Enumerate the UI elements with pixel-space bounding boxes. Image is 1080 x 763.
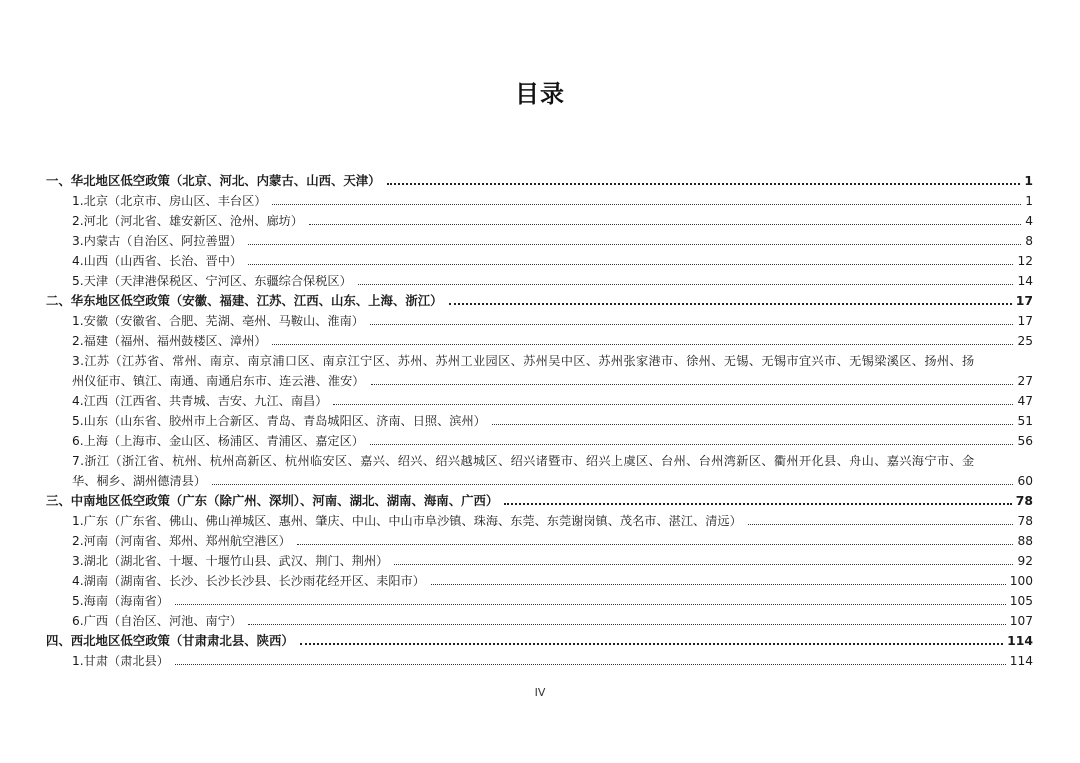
- toc-entry-label: 2.河南（河南省、郑州、郑州航空港区）: [72, 534, 291, 548]
- dot-leader: [431, 584, 1006, 585]
- toc-page-number: 25: [1017, 334, 1033, 348]
- toc-entry-label: 1.甘肃（肃北县）: [72, 654, 169, 668]
- toc-page-number: 1: [1025, 194, 1033, 208]
- toc-entry-label: 四、西北地区低空政策（甘肃肃北县、陕西）: [46, 633, 294, 648]
- toc-entry[interactable]: [46, 311, 1033, 331]
- toc-entry-label: 一、华北地区低空政策（北京、河北、内蒙古、山西、天津）: [46, 173, 381, 188]
- toc-entry-label: 3.湖北（湖北省、十堰、十堰竹山县、武汉、荆门、荆州）: [72, 554, 389, 568]
- page-number: IV: [534, 686, 546, 699]
- dot-leader: [371, 384, 1014, 385]
- toc-entry[interactable]: [46, 531, 1033, 551]
- toc-page-number: 78: [1015, 493, 1033, 508]
- toc-page-number: 107: [1009, 614, 1033, 628]
- toc-entry[interactable]: [46, 611, 1033, 631]
- toc-entry[interactable]: [46, 251, 1033, 271]
- dot-leader: [370, 324, 1014, 325]
- dot-leader: [492, 424, 1014, 425]
- toc-page-number: 8: [1025, 234, 1033, 248]
- toc-page-number: 4: [1025, 214, 1033, 228]
- dot-leader: [504, 503, 1011, 505]
- dot-leader: [248, 624, 1006, 625]
- dot-leader: [297, 544, 1014, 545]
- toc-page-number: 92: [1017, 554, 1033, 568]
- toc-section-entry[interactable]: [46, 631, 1033, 651]
- toc-page-number: 27: [1017, 374, 1033, 388]
- page-title: 目录: [515, 80, 565, 108]
- toc-page-number: 17: [1015, 293, 1033, 308]
- toc-entry-label: 1.安徽（安徽省、合肥、芜湖、亳州、马鞍山、淮南）: [72, 314, 364, 328]
- toc-section-entry[interactable]: [46, 171, 1033, 191]
- toc-entry[interactable]: [46, 271, 1033, 291]
- toc-page-number: 1: [1024, 173, 1033, 188]
- toc-page-number: 51: [1017, 414, 1033, 428]
- dot-leader: [358, 284, 1014, 285]
- toc-entry[interactable]: [46, 431, 1033, 451]
- toc-entry-label: 3.内蒙古（自治区、阿拉善盟）: [72, 234, 243, 248]
- dot-leader: [212, 484, 1013, 485]
- table-of-contents: [46, 171, 1033, 671]
- toc-entry[interactable]: [46, 211, 1033, 231]
- toc-page-number: 12: [1017, 254, 1033, 268]
- dot-leader: [748, 524, 1014, 525]
- toc-page-number: 60: [1017, 474, 1033, 488]
- toc-entry-label: 州仪征市、镇江、南通、南通启东市、连云港、淮安）: [72, 374, 365, 388]
- toc-entry-label: 华、桐乡、湖州德清县）: [72, 474, 207, 488]
- toc-entry[interactable]: [46, 511, 1033, 531]
- dot-leader: [300, 643, 1003, 645]
- toc-entry-label: 5.天津（天津港保税区、宁河区、东疆综合保税区）: [72, 274, 352, 288]
- toc-entry-label: 5.海南（海南省）: [72, 594, 169, 608]
- toc-entry[interactable]: [46, 411, 1033, 431]
- toc-entry-first-line[interactable]: 7.浙江（浙江省、杭州、杭州高新区、杭州临安区、嘉兴、绍兴、绍兴越城区、绍兴诸暨市、绍兴上虞区、台州、台州湾新区、衢州开化县、舟山、嘉兴海宁市、金: [72, 454, 975, 468]
- toc-entry[interactable]: [46, 651, 1033, 671]
- toc-page-number: 47: [1017, 394, 1033, 408]
- dot-leader: [309, 224, 1021, 225]
- toc-page-number: 17: [1017, 314, 1033, 328]
- dot-leader: [272, 344, 1013, 345]
- dot-leader: [175, 604, 1006, 605]
- dot-leader: [333, 404, 1013, 405]
- toc-entry-label: 4.江西（江西省、共青城、吉安、九江、南昌）: [72, 394, 328, 408]
- dot-leader: [370, 444, 1014, 445]
- toc-entry-label: 2.河北（河北省、雄安新区、沧州、廊坊）: [72, 214, 304, 228]
- toc-entry-label: 1.广东（广东省、佛山、佛山禅城区、惠州、肇庆、中山、中山市阜沙镇、珠海、东莞、东莞谢岗镇、茂名市、湛江、清远）: [72, 514, 742, 528]
- toc-entry[interactable]: [46, 591, 1033, 611]
- toc-entry[interactable]: [46, 331, 1033, 351]
- toc-entry-label: 6.广西（自治区、河池、南宁）: [72, 614, 243, 628]
- toc-entry-label: 4.湖南（湖南省、长沙、长沙长沙县、长沙雨花经开区、耒阳市）: [72, 574, 425, 588]
- toc-page-number: 100: [1009, 574, 1033, 588]
- dot-leader: [175, 664, 1006, 665]
- toc-page-number: 56: [1017, 434, 1033, 448]
- toc-entry[interactable]: [46, 191, 1033, 211]
- toc-entry-label: 二、华东地区低空政策（安徽、福建、江苏、江西、山东、上海、浙江）: [46, 293, 443, 308]
- toc-entry[interactable]: [46, 391, 1033, 411]
- toc-page-number: 114: [1009, 654, 1033, 668]
- toc-entry-label: 6.上海（上海市、金山区、杨浦区、青浦区、嘉定区）: [72, 434, 364, 448]
- toc-page-number: 88: [1017, 534, 1033, 548]
- toc-page-number: 14: [1017, 274, 1033, 288]
- toc-entry-label: 1.北京（北京市、房山区、丰台区）: [72, 194, 267, 208]
- toc-section-entry[interactable]: [46, 291, 1033, 311]
- toc-entry[interactable]: [46, 371, 1033, 391]
- toc-entry[interactable]: [46, 231, 1033, 251]
- toc-entry[interactable]: [46, 471, 1033, 491]
- dot-leader: [449, 303, 1012, 305]
- toc-entry-label: 5.山东（山东省、胶州市上合新区、青岛、青岛城阳区、济南、日照、滨州）: [72, 414, 486, 428]
- toc-section-entry[interactable]: [46, 491, 1033, 511]
- dot-leader: [272, 204, 1021, 205]
- toc-entry-first-line[interactable]: 3.江苏（江苏省、常州、南京、南京浦口区、南京江宁区、苏州、苏州工业园区、苏州吴中区、苏州张家港市、徐州、无锡、无锡市宜兴市、无锡梁溪区、扬州、扬: [72, 354, 975, 368]
- toc-entry[interactable]: [46, 571, 1033, 591]
- dot-leader: [387, 183, 1021, 185]
- toc-entry-label: 4.山西（山西省、长治、晋中）: [72, 254, 243, 268]
- toc-entry[interactable]: [46, 551, 1033, 571]
- dot-leader: [248, 264, 1013, 265]
- toc-page-number: 114: [1007, 633, 1033, 648]
- dot-leader: [394, 564, 1013, 565]
- dot-leader: [248, 244, 1021, 245]
- toc-page-number: 78: [1017, 514, 1033, 528]
- toc-entry-label: 2.福建（福州、福州鼓楼区、漳州）: [72, 334, 267, 348]
- toc-page-number: 105: [1009, 594, 1033, 608]
- toc-entry-label: 三、中南地区低空政策（广东（除广州、深圳）、河南、湖北、湖南、海南、广西）: [46, 493, 499, 508]
